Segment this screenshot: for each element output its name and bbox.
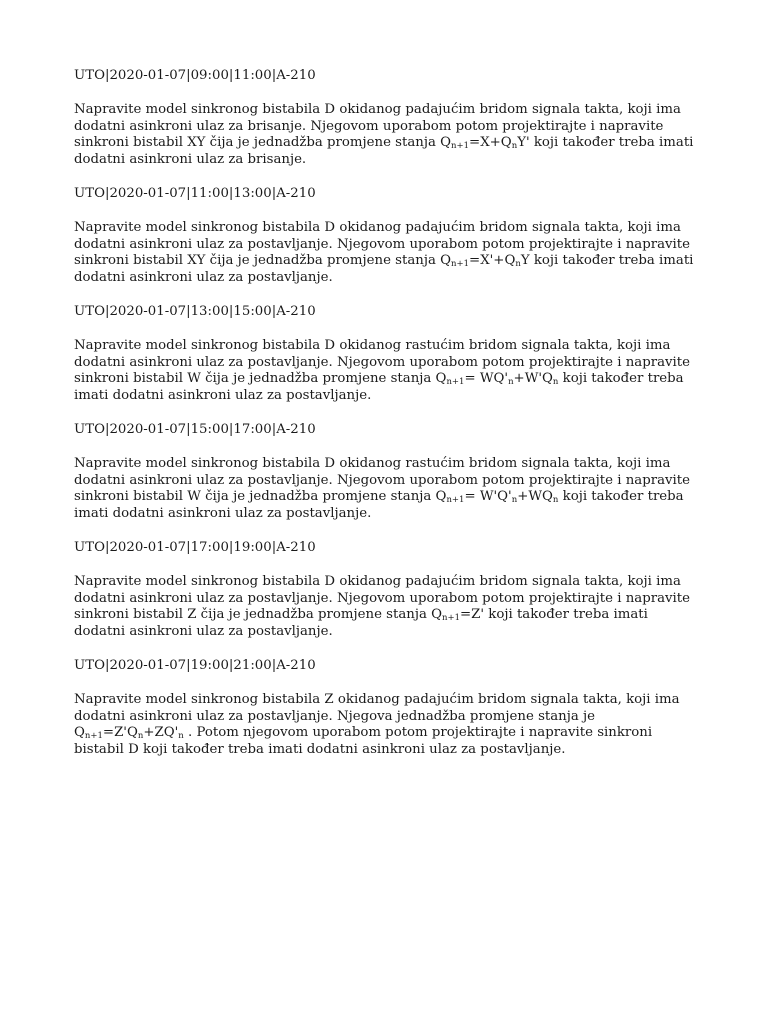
block-header: UTO|2020-01-07|19:00|21:00|A-210	[74, 657, 316, 673]
block-header: UTO|2020-01-07|17:00|19:00|A-210	[74, 539, 316, 555]
block-header: UTO|2020-01-07|09:00|11:00|A-210	[74, 68, 316, 83]
task-text: Napravite model sinkronog bistabila D okidanog rastućim bridom signala takta, koji ima dodatni asinkroni ulaz za postavljanje. Njegovom uporabom potom projektirajte i napravite sinkroni bistabil W čija je jednadžba promjene stanja $Q_{n+1}= WQ'_n+W'Q_n$ koji također treba imati dodatni asinkroni ulaz za postavljanje.	[74, 337, 690, 404]
task-text: Napravite model sinkronog bistabila D okidanog rastućim bridom signala takta, koji ima dodatni asinkroni ulaz za postavljanje. Njegovom uporabom potom projektirajte i napravite sinkroni bistabil W čija je jednadžba promjene stanja $Q_{n+1}= W'Q'_n+WQ_n$ koji također treba imati dodatni asinkroni ulaz za postavljanje.	[74, 455, 690, 522]
task-text: Napravite model sinkronog bistabila D okidanog padajućim bridom signala takta, koji ima dodatni asinkroni ulaz za brisanje. Njegovom uporabom potom projektirajte i napravite sinkroni bistabil XY čija je jednadžba promjene stanja $Q_{n+1}=X+Q_nY'$ koji također treba imati dodatni asinkroni ulaz za brisanje.	[74, 101, 694, 168]
task-text: Napravite model sinkronog bistabila D okidanog padajućim bridom signala takta, koji ima dodatni asinkroni ulaz za postavljanje. Njegovom uporabom potom projektirajte i napravite sinkroni bistabil Z čija je jednadžba promjene stanja $Q_{n+1}=Z'$ koji također treba imati dodatni asinkroni ulaz za postavljanje.	[74, 573, 690, 640]
task-text: Napravite model sinkronog bistabila Z okidanog padajućim bridom signala takta, koji ima dodatni asinkroni ulaz za postavljanje. Njegova jednadžba promjene stanja je $Q_{n+1}=Z'Q_n+ZQ'_n$ . Potom njegovom uporabom potom projektirajte i napravite sinkroni bistabil D koji također treba imati dodatni asinkroni ulaz za postavljanje.	[74, 691, 680, 758]
block-header: UTO|2020-01-07|11:00|13:00|A-210	[74, 185, 316, 201]
task-text: Napravite model sinkronog bistabila D okidanog padajućim bridom signala takta, koji ima dodatni asinkroni ulaz za postavljanje. Njegovom uporabom potom projektirajte i napravite sinkroni bistabil XY čija je jednadžba promjene stanja $Q_{n+1}=X'+Q_nY$ koji također treba imati dodatni asinkroni ulaz za postavljanje.	[74, 219, 694, 286]
block-header: UTO|2020-01-07|13:00|15:00|A-210	[74, 303, 316, 319]
block-header: UTO|2020-01-07|15:00|17:00|A-210	[74, 421, 316, 437]
